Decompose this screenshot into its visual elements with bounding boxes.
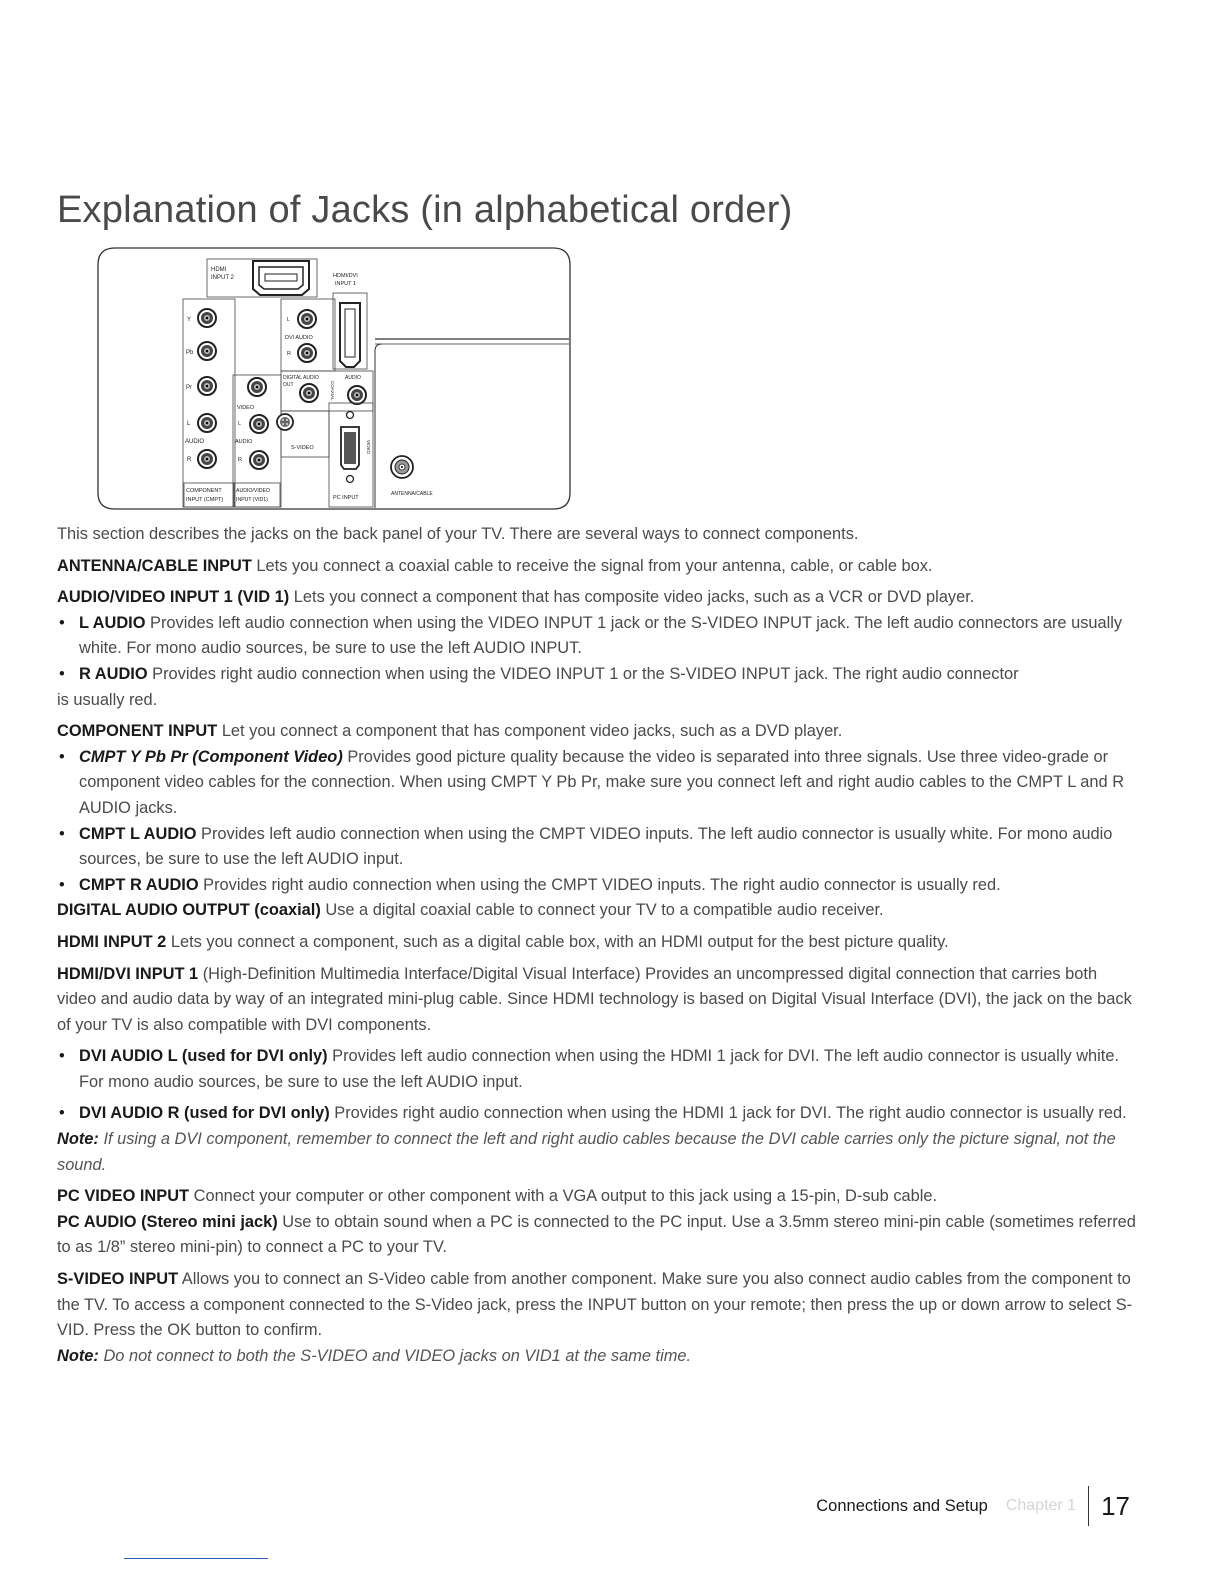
bottom-rule <box>124 1558 268 1559</box>
note-svideo: Note: Do not connect to both the S-VIDEO and VIDEO jacks on VID1 at the same time. <box>57 1346 692 1365</box>
jack-pb <box>198 342 216 360</box>
entry-svideo: S-VIDEO INPUT Allows you to connect an S-Video cable from another component. Make sure you also connect audio cables from the component to the TV. To access a component connected to the S-Video jack, press the INPUT button on your remote; then press the up or down arrow to select S-VID. Press the OK button to confirm. <box>57 1270 1133 1340</box>
footer-section: Connections and Setup <box>816 1496 988 1515</box>
bullet-cmpt-r: • CMPT R AUDIO Provides right audio connection when using the CMPT VIDEO inputs. The right audio connector is usually red. <box>57 873 1137 899</box>
hdmi-input-2-jack <box>253 261 309 295</box>
label-antenna: ANTENNA/CABLE <box>391 491 433 497</box>
term-av1: AUDIO/VIDEO INPUT 1 (VID 1) <box>57 588 290 607</box>
bullet-cmpt-ypbpr: • CMPT Y Pb Pr (Component Video) Provides good picture quality because the video is separated into three signals. Use three video-grade or component video cables for the connection. When using CMPT Y Pb Pr, make sure you connect left and right audio cables to the CMPT L and R AUDIO jacks. <box>57 745 1137 822</box>
label-vga-video: VIDEO <box>366 440 371 455</box>
label-comp-l: L <box>187 421 191 427</box>
label-av-r: R <box>238 457 242 463</box>
jack-video <box>248 378 266 396</box>
jack-dvi-l <box>298 310 316 328</box>
entry-hdmi1: HDMI/DVI INPUT 1 (High-Definition Multimedia Interface/Digital Visual Interface) Provides an uncompressed digital connection that carries both video and audio data by way of an integrated mini-plug cable. Since HDMI technology is based on Digital Visual Interface (DVI), the jack on the back of your TV is also compatible with DVI components. <box>57 964 1132 1034</box>
label-av-line2: INPUT (VID1) <box>236 497 268 503</box>
jack-pr <box>198 377 216 395</box>
jack-y <box>198 309 216 327</box>
label-av-audio: AUDIO <box>235 439 253 445</box>
bullet-r-audio-cont: is usually red. <box>57 690 158 709</box>
label-dvi-l: L <box>287 317 291 323</box>
label-video: VIDEO <box>237 405 255 411</box>
label-hdmi2-line2: INPUT 2 <box>211 275 234 281</box>
entry-av1: AUDIO/VIDEO INPUT 1 (VID 1) Lets you connect a component that has composite video jacks, such as a VCR or DVD player. <box>57 588 975 607</box>
label-component-line1: COMPONENT <box>186 488 222 494</box>
back-panel-diagram <box>95 243 575 515</box>
label-av-line1: AUDIO/VIDEO <box>236 488 271 494</box>
bullet-dvi-l: • DVI AUDIO L (used for DVI only) Provides left audio connection when using the HDMI 1 jack for DVI. The left audio connector is usually white. For mono audio sources, be sure to use the left AUDIO input. <box>57 1044 1137 1095</box>
jack-dvi-r <box>298 344 316 362</box>
s-video-jack <box>277 414 293 430</box>
entry-digital-audio: DIGITAL AUDIO OUTPUT (coaxial) Use a digital coaxial cable to connect your TV to a compatible audio receiver. <box>57 901 884 920</box>
bullet-dvi-r: • DVI AUDIO R (used for DVI only) Provides right audio connection when using the HDMI 1 jack for DVI. The right audio connector is usually red. <box>57 1101 1137 1127</box>
note-dvi: Note: If using a DVI component, remember to connect the left and right audio cables because the DVI cable carries only the picture signal, not the sound. <box>57 1130 1116 1174</box>
pc-vga-jack <box>341 427 359 469</box>
label-comp-audio: AUDIO <box>185 439 205 445</box>
label-dvi-audio: DVI AUDIO <box>285 335 313 341</box>
page-title: Explanation of Jacks (in alphabetical order) <box>57 189 793 231</box>
label-digital-audio: DIGITAL AUDIO <box>283 375 319 381</box>
page-footer <box>816 1486 1130 1526</box>
bullet-l-audio: • L AUDIO Provides left audio connection when using the VIDEO INPUT 1 jack or the S-VIDEO INPUT jack. The left audio connectors are usually white. For mono audio sources, be sure to use the left AUDIO INPUT. <box>57 611 1137 662</box>
label-pc-input: PC INPUT <box>333 495 359 501</box>
hdmi-dvi-input-1-jack <box>333 293 367 369</box>
jack-av-l <box>250 415 268 433</box>
bullet-cmpt-l: • CMPT L AUDIO Provides left audio connection when using the CMPT VIDEO inputs. The left audio connector is usually white. For mono audio sources, be sure to use the left AUDIO input. <box>57 822 1137 873</box>
intro: This section describes the jacks on the back panel of your TV. There are several ways to connect components. <box>57 525 859 543</box>
antenna-cable-jack <box>391 456 413 478</box>
label-hdmi2-line1: HDMI <box>211 267 227 273</box>
footer-divider <box>1088 1486 1089 1526</box>
label-pb: Pb <box>186 350 194 356</box>
entry-antenna: ANTENNA/CABLE INPUT Lets you connect a coaxial cable to receive the signal from your antenna, cable, or cable box. <box>57 556 933 575</box>
entry-pc-audio: PC AUDIO (Stereo mini jack) Use to obtain sound when a PC is connected to the PC input. Use a 3.5mm stereo mini-pin cable (sometimes referred to as 1/8” stereo mini-pin) to connect a PC to your TV. <box>57 1212 1136 1257</box>
jack-pc-audio <box>348 386 366 404</box>
jack-digital-audio-out <box>300 384 318 402</box>
label-svideo: S-VIDEO <box>291 445 314 451</box>
term-component: COMPONENT INPUT <box>57 722 218 741</box>
jack-comp-l <box>198 414 216 432</box>
label-hdmi1-line1: HDMI/DVI <box>333 273 358 279</box>
label-pr: Pr <box>186 385 192 391</box>
label-component-line2: INPUT (CMPT) <box>186 497 224 503</box>
label-hdmi1-line2: INPUT 1 <box>335 281 356 287</box>
entry-hdmi2: HDMI INPUT 2 Lets you connect a component, such as a digital cable box, with an HDMI output for the best picture quality. <box>57 932 949 951</box>
bullet-r-audio: • R AUDIO Provides right audio connection when using the VIDEO INPUT 1 or the S-VIDEO INPUT jack. The right audio connector <box>57 662 1137 688</box>
label-out: OUT <box>283 382 294 388</box>
term-antenna: ANTENNA/CABLE INPUT <box>57 556 252 575</box>
label-y: Y <box>187 317 192 323</box>
label-av-l: L <box>238 421 242 427</box>
jack-descriptions <box>57 522 1137 1369</box>
jack-comp-r <box>198 450 216 468</box>
label-comp-r: R <box>187 457 192 463</box>
entry-pc-video: PC VIDEO INPUT Connect your computer or other component with a VGA output to this jack using a 15-pin, D-sub cable. <box>57 1187 938 1206</box>
jack-av-r <box>250 451 268 469</box>
footer-chapter: Chapter 1 <box>1005 1497 1077 1514</box>
page-number: 17 <box>1101 1490 1130 1521</box>
label-dvi-r: R <box>287 351 291 357</box>
label-coaxial: COAXIAL <box>330 381 335 401</box>
entry-component: COMPONENT INPUT Let you connect a component that has component video jacks, such as a DVD player. <box>57 722 843 741</box>
label-audio: AUDIO <box>345 375 361 381</box>
